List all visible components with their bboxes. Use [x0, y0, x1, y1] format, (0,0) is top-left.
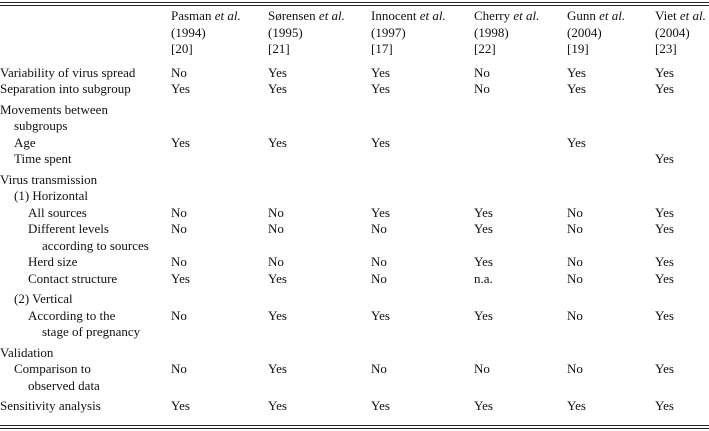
row-label: According to the stage of pregnancy	[28, 307, 141, 339]
table-row	[0, 135, 709, 152]
row-label: Sensitivity analysis	[0, 398, 101, 413]
bottom-rule-1	[0, 425, 709, 426]
table-cell: Yes	[268, 134, 287, 150]
table-cell	[567, 98, 655, 135]
row-label: Age	[14, 134, 36, 150]
table-cell: Yes	[171, 398, 190, 413]
table-cell: Yes	[655, 151, 674, 166]
table-cell: Yes	[371, 398, 390, 413]
table-cell	[268, 151, 371, 168]
table-cell: Yes	[474, 398, 493, 413]
table-cell	[474, 188, 567, 205]
table-row	[0, 254, 709, 271]
row-label: Different levels according to sources	[28, 221, 149, 253]
table-cell: Yes	[371, 64, 390, 80]
table-cell	[171, 287, 268, 308]
table-cell: Yes	[371, 307, 390, 323]
table-cell	[655, 341, 709, 362]
table-cell: No	[474, 64, 490, 80]
table-cell: Yes	[655, 64, 674, 80]
table-cell: No	[474, 361, 490, 376]
table-cell: No	[567, 204, 583, 220]
table-cell	[268, 188, 371, 205]
table-cell: Yes	[567, 398, 586, 413]
table-cell: No	[371, 254, 387, 269]
table-cell: Yes	[655, 307, 674, 323]
table-row	[0, 308, 709, 341]
row-label: (1) Horizontal	[14, 188, 89, 203]
table-cell: No	[268, 254, 284, 269]
table-row	[0, 151, 709, 168]
table-cell	[474, 341, 567, 362]
table-cell	[371, 287, 474, 308]
table-cell	[474, 135, 567, 152]
table-row	[0, 81, 709, 98]
header-row	[0, 8, 709, 65]
table-cell	[655, 98, 709, 135]
table-cell	[268, 98, 371, 135]
table-cell	[655, 168, 709, 189]
row-label: Contact structure	[28, 270, 118, 286]
table-cell	[268, 287, 371, 308]
table-cell	[474, 151, 567, 168]
table-cell	[268, 168, 371, 189]
table-cell: Yes	[474, 307, 493, 323]
table-cell: No	[371, 270, 387, 286]
table-cell	[567, 287, 655, 308]
table-row	[0, 221, 709, 254]
table-cell: No	[567, 221, 583, 236]
table-cell: Yes	[474, 254, 493, 269]
table-cell: No	[171, 254, 187, 269]
table-row	[0, 271, 709, 288]
study-header: Viet et al. (2004) [23]	[655, 8, 706, 56]
table-cell	[567, 151, 655, 168]
table-cell: No	[567, 307, 583, 323]
table-cell: Yes	[655, 221, 674, 236]
table-cell: No	[171, 307, 187, 323]
row-label: All sources	[28, 204, 87, 220]
table-cell: Yes	[474, 221, 493, 236]
table-cell	[371, 188, 474, 205]
table-cell: Yes	[655, 361, 674, 376]
table-row	[0, 341, 709, 362]
table-cell: Yes	[567, 134, 586, 150]
table-cell: Yes	[655, 398, 674, 413]
table-cell: Yes	[655, 81, 674, 96]
table-cell	[171, 341, 268, 362]
table-cell	[655, 188, 709, 205]
table-cell: Yes	[171, 81, 190, 96]
table-cell: No	[171, 64, 187, 80]
top-rule-2	[0, 5, 709, 6]
table-cell: Yes	[371, 204, 390, 220]
table-cell: Yes	[655, 204, 674, 220]
table-cell: Yes	[268, 64, 287, 80]
table-cell: Yes	[655, 270, 674, 286]
bottom-rule-2	[0, 428, 709, 429]
study-header: Gunn et al. (2004) [19]	[567, 8, 626, 56]
header-empty-cell	[0, 8, 171, 65]
row-label: Separation into subgroup	[0, 81, 131, 96]
table-cell: No	[268, 204, 284, 220]
table-cell: Yes	[655, 254, 674, 269]
table-cell: Yes	[371, 81, 390, 96]
table-cell: Yes	[474, 204, 493, 220]
table-cell: Yes	[171, 134, 190, 150]
table-cell: No	[474, 81, 490, 96]
table-cell: Yes	[268, 398, 287, 413]
table-cell: No	[371, 221, 387, 236]
table-cell	[474, 287, 567, 308]
table-cell	[474, 168, 567, 189]
table-cell: Yes	[268, 270, 287, 286]
table-cell	[371, 151, 474, 168]
table-cell: No	[171, 361, 187, 376]
row-label: Movements between subgroups	[0, 101, 108, 133]
row-label: (2) Vertical	[14, 291, 73, 306]
table-cell	[567, 188, 655, 205]
table-cell: No	[567, 270, 583, 286]
study-header: Innocent et al. (1997) [17]	[371, 8, 446, 56]
table-body	[0, 65, 709, 415]
table-cell	[567, 341, 655, 362]
table-cell: No	[567, 361, 583, 376]
table-cell: Yes	[371, 134, 390, 150]
table-cell: Yes	[268, 361, 287, 376]
table-row	[0, 205, 709, 222]
table-cell	[171, 188, 268, 205]
row-label: Time spent	[14, 151, 72, 166]
table-cell	[655, 135, 709, 152]
table-row	[0, 65, 709, 82]
study-header: Sørensen et al. (1995) [21]	[268, 8, 345, 56]
table-cell: Yes	[268, 307, 287, 323]
comparison-table	[0, 8, 709, 415]
table-row	[0, 287, 709, 308]
study-header: Cherry et al. (1998) [22]	[474, 8, 540, 56]
table-cell	[268, 341, 371, 362]
top-rule-1	[0, 2, 709, 3]
table-cell: No	[268, 221, 284, 236]
table-cell: No	[171, 204, 187, 220]
table-cell: Yes	[171, 270, 190, 286]
row-label: Validation	[0, 344, 54, 360]
table-cell	[655, 287, 709, 308]
table-cell	[171, 151, 268, 168]
table-cell: Yes	[268, 81, 287, 96]
table-row	[0, 394, 709, 415]
table-row	[0, 361, 709, 394]
row-label: Virus transmission	[0, 171, 98, 187]
table-cell	[474, 98, 567, 135]
table-cell	[171, 168, 268, 189]
table-cell	[371, 341, 474, 362]
table-cell: No	[171, 221, 187, 236]
table-row	[0, 188, 709, 205]
study-header: Pasman et al. (1994) [20]	[171, 8, 241, 56]
row-label: Variability of virus spread	[0, 64, 136, 80]
table-cell	[567, 168, 655, 189]
row-label: Comparison to observed data	[14, 361, 100, 393]
table-cell: Yes	[567, 81, 586, 96]
table-cell	[171, 98, 268, 135]
table-cell: No	[567, 254, 583, 269]
table-cell: No	[371, 361, 387, 376]
table-row	[0, 168, 709, 189]
table-cell: n.a.	[474, 270, 493, 286]
table-cell: Yes	[567, 64, 586, 80]
table-row	[0, 98, 709, 135]
table-cell	[371, 98, 474, 135]
table-cell	[371, 168, 474, 189]
row-label: Herd size	[28, 254, 78, 269]
